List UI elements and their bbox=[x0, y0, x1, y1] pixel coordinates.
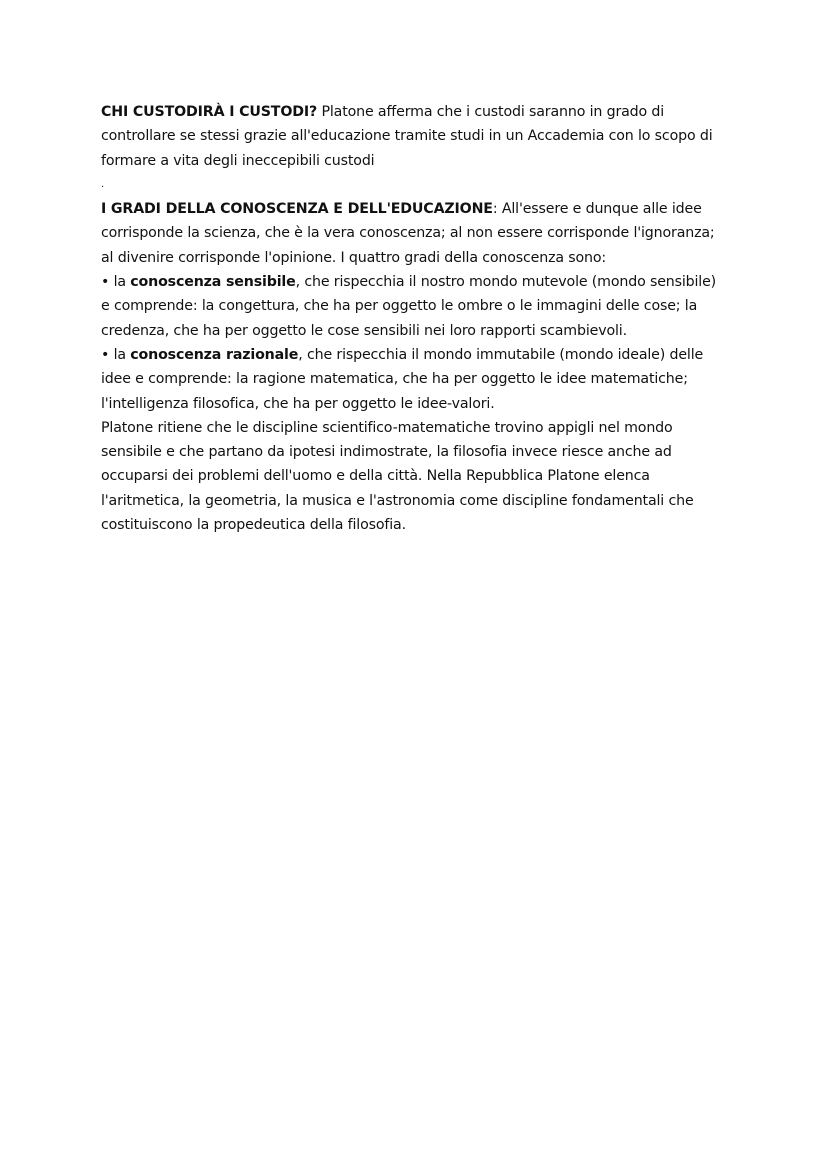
section2-line1-text: : All'essere e dunque alle idee bbox=[492, 201, 702, 218]
separator-dot: . bbox=[101, 178, 105, 190]
paragraph-line1: Platone ritiene che le discipline scientifico-matematiche trovino appigli nel mondo bbox=[101, 419, 673, 436]
bullet-sensibile bbox=[101, 270, 741, 294]
section2-heading: I GRADI DELLA CONOSCENZA E DELL'EDUCAZIONE bbox=[101, 201, 493, 218]
paragraph-line4: l'aritmetica, la geometria, la musica e l'astronomia come discipline fondamentali che bbox=[101, 492, 694, 509]
document-body bbox=[101, 100, 741, 537]
section2-line1 bbox=[101, 197, 741, 221]
section1-line1-text: Platone afferma che i custodi saranno in grado di bbox=[317, 104, 665, 120]
section1-line2: controllare se stessi grazie all'educazione tramite studi in un Accademia con lo scopo di bbox=[101, 128, 713, 145]
bullet-razionale-text: , che rispecchia il mondo immutabile (mondo ideale) delle bbox=[298, 346, 704, 363]
section1-line1 bbox=[101, 100, 741, 124]
section1-heading: CHI CUSTODIRÀ I CUSTODI? bbox=[101, 104, 318, 120]
section1-line3: formare a vita degli ineccepibili custodi bbox=[101, 152, 375, 169]
paragraph-line5: costituiscono la propedeutica della filosofia. bbox=[101, 517, 406, 534]
bullet-sensibile-line2: e comprende: la congettura, che ha per oggetto le ombre o le immagini delle cose; la bbox=[101, 298, 698, 315]
section2-line2: corrisponde la scienza, che è la vera conoscenza; al non essere corrisponde l'ignoranza; bbox=[101, 225, 715, 242]
bullet-razionale-term: conoscenza razionale bbox=[130, 346, 299, 363]
bullet-razionale-prefix: • la bbox=[101, 346, 131, 363]
paragraph-line3: occuparsi dei problemi dell'uomo e della città. Nella Repubblica Platone elenca bbox=[101, 468, 650, 485]
bullet-sensibile-prefix: • la bbox=[101, 274, 131, 291]
bullet-razionale bbox=[101, 343, 741, 367]
bullet-sensibile-term: conoscenza sensibile bbox=[130, 274, 296, 291]
bullet-sensibile-text: , che rispecchia il nostro mondo mutevole (mondo sensibile) bbox=[295, 274, 717, 291]
bullet-sensibile-line3: credenza, che ha per oggetto le cose sensibili nei loro rapporti scambievoli. bbox=[101, 322, 627, 339]
section2-line3: al divenire corrisponde l'opinione. I quattro gradi della conoscenza sono: bbox=[101, 249, 607, 266]
paragraph-line2: sensibile e che partano da ipotesi indimostrate, la filosofia invece riesce anche ad bbox=[101, 444, 672, 461]
bullet-razionale-line3: l'intelligenza filosofica, che ha per oggetto le idee-valori. bbox=[101, 395, 495, 412]
bullet-razionale-line2: idee e comprende: la ragione matematica, che ha per oggetto le idee matematiche; bbox=[101, 371, 688, 388]
